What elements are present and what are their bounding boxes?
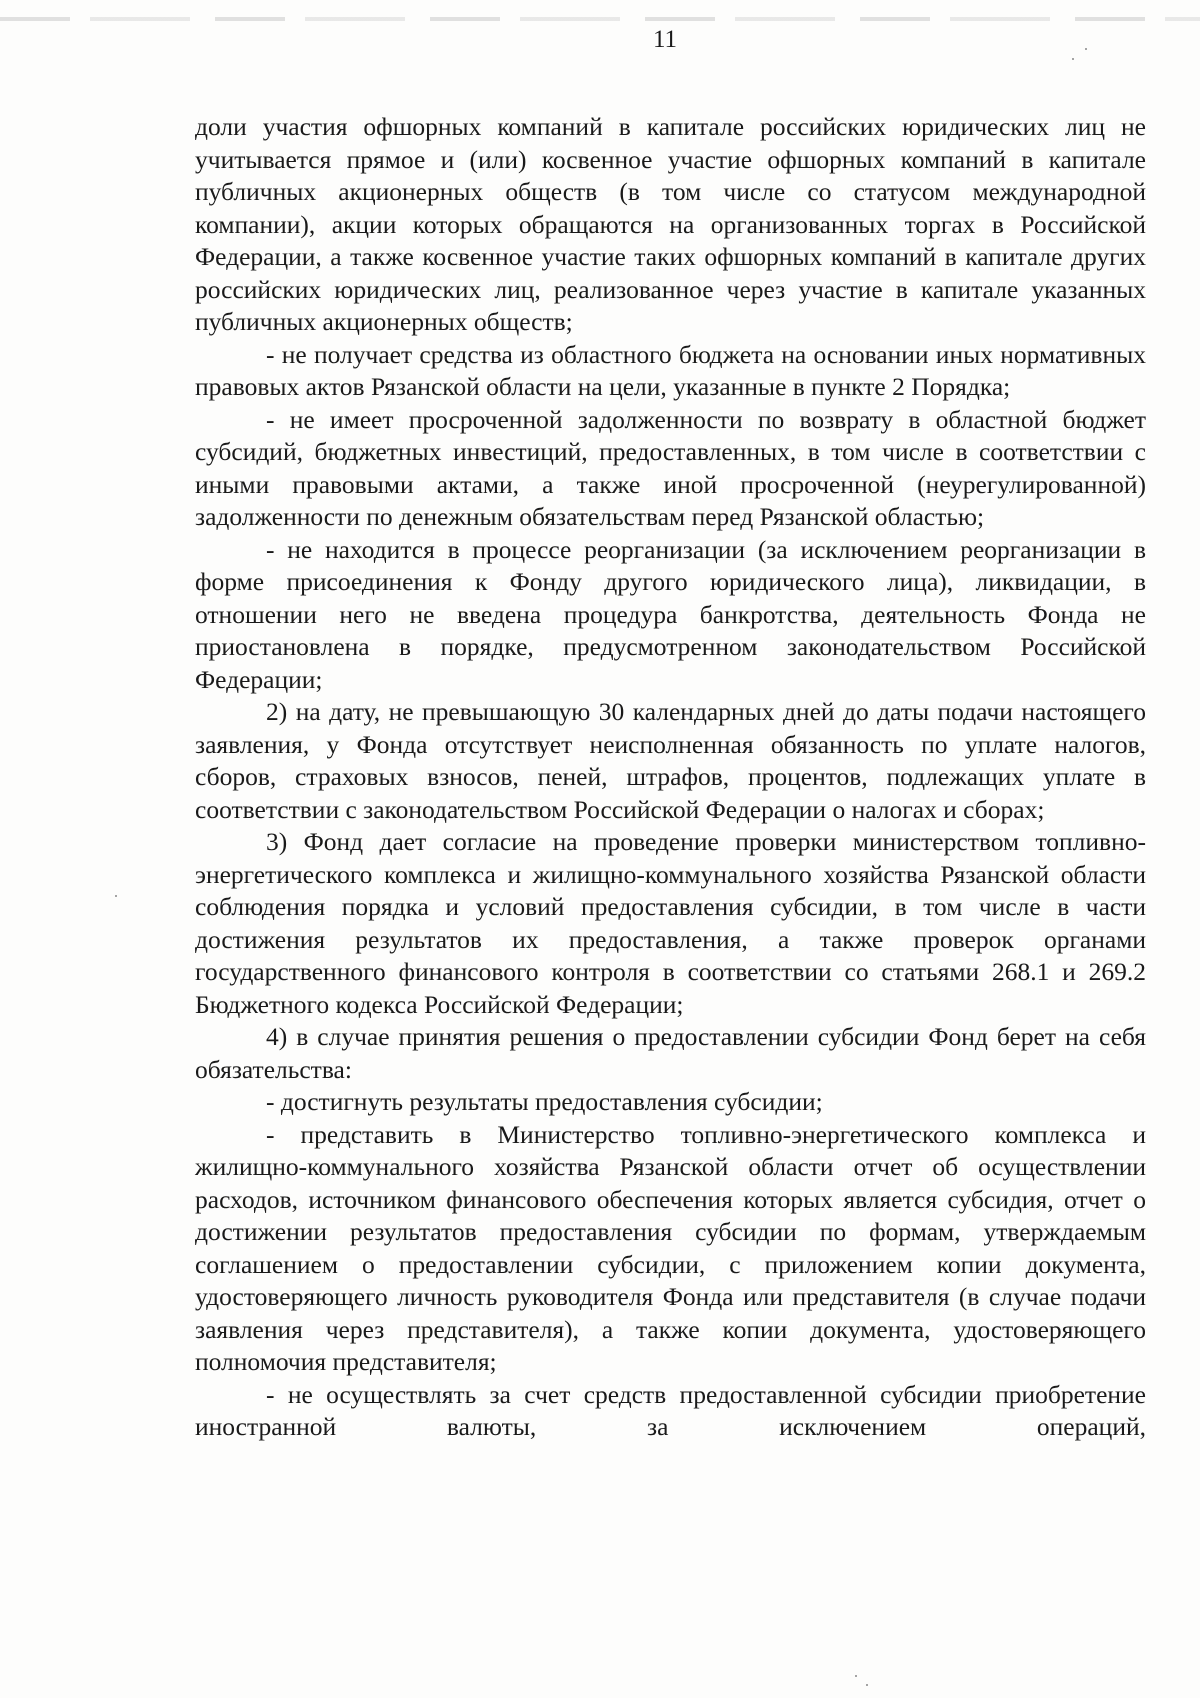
paragraph-offshore-participation: доли участия офшорных компаний в капитале российских юридических лиц не учитывается прямое и (или) косвенное участие офшорных компаний в капитале публичных акционерных обществ (в том числе со статусом международной компании), акции которых обращаются на организованных торгах в Российской Федерации, а также косвенное участие таких офшорных компаний в капитале других российских юридических лиц, реализованное через участие в капитале указанных публичных акционерных обществ;: [195, 112, 1146, 336]
paragraph-no-overdue-debt: - не имеет просроченной задолженности по возврату в областной бюджет субсидий, бюджетных инвестиций, предоставленных, в том числе в соответствии с иными правовыми актами, а также иной просроченной (неурегулированной) задолженности по денежным обязательствам перед Рязанской областью;: [195, 404, 1146, 531]
paragraph-item-4-obligations: 4) в случае принятия решения о предоставлении субсидии Фонд берет на себя обязательства:: [195, 1022, 1146, 1084]
paragraph-no-budget-funds: - не получает средства из областного бюджета на основании иных нормативных правовых актов Рязанской области на цели, указанные в пункте 2 Порядка;: [195, 339, 1146, 401]
paragraph-achieve-results: - достигнуть результаты предоставления субсидии;: [266, 1087, 823, 1116]
paragraph-item-3-consent: 3) Фонд дает согласие на проведение проверки министерством топливно-энергетического комплекса и жилищно-коммунального хозяйства Рязанской области соблюдения порядка и условий предоставления субсидии, в том числе в части достижения результатов их предоставления, а также проверок органами государственного финансового контроля в соответствии со статьями 268.1 и 269.2 Бюджетного кодекса Российской Федерации;: [195, 827, 1146, 1019]
scan-speck: [1085, 48, 1087, 50]
scan-speck: [115, 895, 117, 897]
paragraph-no-foreign-currency: - не осуществлять за счет средств предоставленной субсидии приобретение иностранной валюты, за исключением операций,: [195, 1379, 1146, 1441]
scan-top-edge: [0, 17, 1200, 21]
paragraph-no-reorganization: - не находится в процессе реорганизации (за исключением реорганизации в форме присоединения к Фонду другого юридического лица), ликвидации, в отношении него не введена процедура банкротства, деятельность Фонда не приостановлена в порядке, предусмотренном законодательством Российской Федерации;: [195, 534, 1146, 694]
paragraph-item-2-taxes: 2) на дату, не превышающую 30 календарных дней до даты подачи настоящего заявления, у Фонда отсутствует неисполненная обязанность по уплате налогов, сборов, страховых взносов, пеней, штрафов, процентов, подлежащих уплате в соответствии с законодательством Российской Федерации о налогах и сборах;: [195, 697, 1146, 824]
paragraph-submit-reports: - представить в Министерство топливно-энергетического комплекса и жилищно-коммунального хозяйства Рязанской области отчет об осуществлении расходов, источником финансового обеспечения которых является субсидия, отчет о достижении результатов предоставления субсидии по формам, утверждаемым соглашением о предоставлении субсидии, с приложением копии документа, удостоверяющего личность руководителя Фонда или представителя (в случае подачи заявления через представителя), а также копии документа, удостоверяющего полномочия представителя;: [195, 1119, 1146, 1376]
document-body: [195, 111, 1146, 1444]
scan-speck: [855, 1675, 857, 1677]
scan-speck: [1072, 58, 1074, 60]
scan-speck: [866, 1684, 868, 1686]
page-number: 11: [652, 26, 678, 53]
